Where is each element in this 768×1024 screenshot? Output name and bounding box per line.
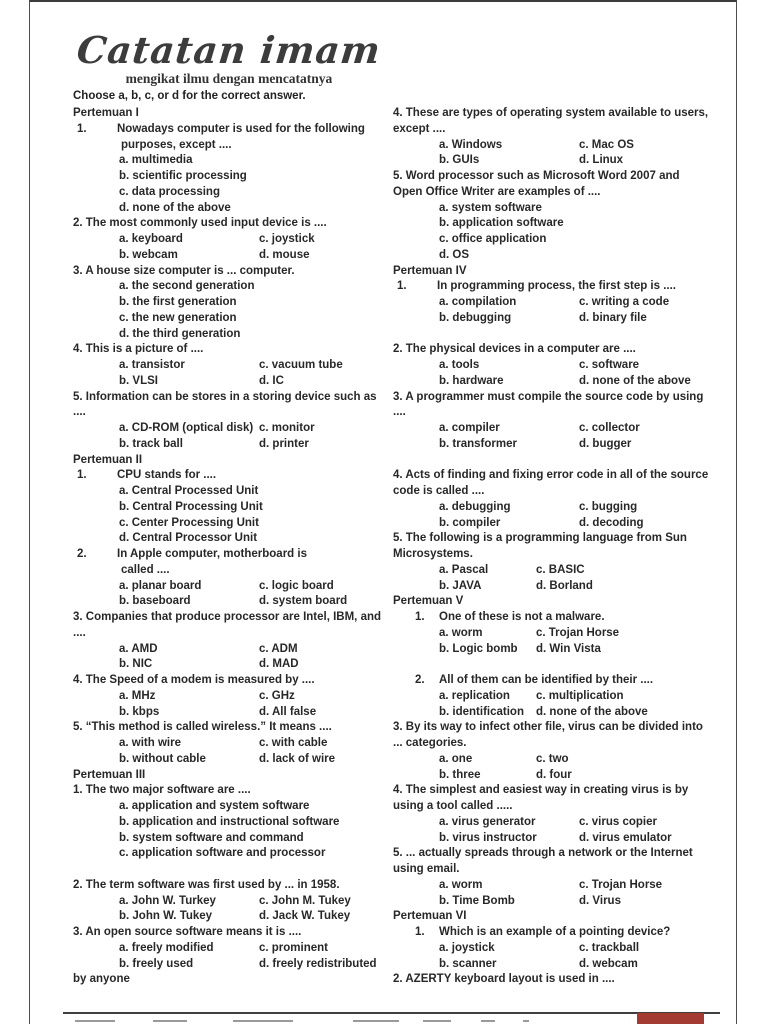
option-row [393,957,713,973]
option: d. none of the above [119,201,231,214]
question-first-line [73,547,393,563]
option: c. monitor [259,422,315,434]
option: d. webcam [579,957,638,970]
option-row [393,768,713,784]
question-text: Which is an example of a pointing device? [439,926,671,938]
option: b. three [439,768,481,781]
option: a. application and system software [119,800,310,812]
option: b. Logic bomb [439,642,518,655]
question [393,925,713,972]
option: b. scientific processing [119,170,247,182]
footer-clipped-text-fragment [153,1020,187,1022]
question-number: 1. [415,611,425,623]
option: b. NIC [119,658,153,671]
option-row [393,500,713,516]
section-heading: Pertemuan IV [393,264,467,277]
option-row [393,437,713,453]
question [73,673,393,720]
question-line: 2. The term software was first used by ... in 1958. [73,878,340,891]
option: a. CD-ROM (optical disk) [119,422,254,434]
blank-line [393,327,713,343]
option: b. compiler [439,516,501,529]
question-line: using a tool called ..... [393,800,513,812]
option: c. vacuum tube [259,359,343,371]
option: d. IC [259,374,284,387]
option-row [393,941,713,957]
question-line: 3. By its way to infect other file, virus can be divided into [393,721,703,734]
section-heading: Pertemuan III [73,768,146,781]
option: a. transistor [119,359,185,371]
option-row [73,248,393,264]
option: d. Jack W. Tukey [259,910,351,923]
option: b. without cable [119,752,206,765]
question-line: 3. A house size computer is ... computer. [73,264,295,277]
question-columns [73,106,713,988]
option: c. office application [439,233,547,245]
option: a. with wire [119,737,181,749]
question-number: 1. [415,926,425,938]
option: a. worm [439,878,483,891]
option: c. data processing [119,185,220,198]
option: b. kbps [119,705,160,718]
option: c. Trojan Horse [579,878,663,891]
option-row [393,153,713,169]
question-first-line [73,468,393,484]
option: a. Pascal [439,563,489,576]
option-row [393,689,713,705]
option: a. Central Processed Unit [119,485,259,497]
option: c. Mac OS [579,138,634,151]
option: d. OS [439,248,470,261]
option: c. GHz [259,689,295,702]
question-first-line [73,122,393,138]
option: c. Center Processing Unit [119,516,259,529]
question [393,279,713,326]
option: b. identification [439,705,524,718]
question-line: 5. “This method is called wireless.” It means .... [73,721,332,734]
option: a. MHz [119,689,156,702]
option-row [393,311,713,327]
option: d. MAD [259,658,299,671]
option-row [393,421,713,437]
option: c. with cable [259,737,328,749]
question [73,122,393,217]
option: c. bugging [579,500,638,513]
option-row [73,437,393,453]
question-line: 4. Acts of finding and fixing error code in all of the source [393,469,709,482]
option-row [393,894,713,910]
blank-line [73,862,393,878]
option: b. JAVA [439,579,482,592]
option: c. multiplication [536,689,624,702]
option: c. the new generation [119,311,237,324]
question [73,610,393,673]
option: d. printer [259,437,309,450]
question-number: 1. [77,122,87,135]
question-text: One of these is not a malware. [439,611,605,623]
option: c. application software and processor [119,847,326,860]
option-row [73,579,393,595]
question [393,783,713,846]
question-line: 2. The most commonly used input device is .... [73,217,327,230]
question [73,342,393,389]
option: b. Time Bomb [439,894,515,907]
option-row [393,563,713,579]
option: d. system board [259,595,348,608]
question-line: Microsystems. [393,548,473,560]
question-line: 5. Word processor such as Microsoft Word 2007 and [393,170,680,182]
option-row [73,736,393,752]
option: b. track ball [119,437,183,450]
question [393,972,713,988]
question [73,878,393,925]
option-row [73,957,393,973]
option: c. collector [579,422,640,434]
question-text: CPU stands for .... [117,469,217,482]
question-line: 2. AZERTY keyboard layout is used in .... [393,973,615,986]
option: d. four [536,768,572,781]
option: a. compiler [439,422,500,434]
option: a. Windows [439,138,503,151]
question [73,925,393,988]
question-line: code is called .... [393,485,485,497]
question-line: 4. These are types of operating system available to users, [393,107,709,119]
question-text: In Apple computer, motherboard is [117,548,307,560]
option: c. writing a code [579,296,670,308]
question [393,390,713,453]
option: a. the second generation [119,280,255,293]
option: a. AMD [119,642,158,655]
option: c. trackball [579,941,640,954]
section-heading: Pertemuan V [393,595,464,608]
logo-tagline: mengikat ilmu dengan mencatatnya [125,71,333,86]
option: c. virus copier [579,815,657,828]
footer-clipped-text-fragment [75,1020,115,1022]
option: d. Borland [536,579,593,592]
option: b. transformer [439,437,517,450]
option: b. VLSI [119,374,158,387]
option: a. debugging [439,500,511,513]
question-number: 2. [415,674,425,686]
question-line: 3. An open source software means it is .... [73,926,302,938]
document-page [29,0,737,1024]
option: b. hardware [439,374,504,387]
question-line: 4. The simplest and easiest way in creating virus is by [393,784,689,797]
question-line: .... [73,626,86,639]
question-first-line [393,673,713,689]
option-row [393,705,713,721]
option-row [393,626,713,642]
question-text: Nowadays computer is used for the following [117,122,365,135]
option: b. scanner [439,957,497,970]
question-first-line [393,279,713,295]
footer-rule [63,1012,720,1014]
option: d. decoding [579,516,644,529]
option-row [73,374,393,390]
question-first-line [393,610,713,626]
option: a. tools [439,359,480,371]
question-number: 1. [397,280,407,293]
question [393,846,713,909]
option: a. joystick [439,941,495,954]
question-line: 3. Companies that produce processor are Intel, IBM, and [73,611,382,623]
option: b. virus instructor [439,831,537,844]
blank-line [393,657,713,673]
question [393,531,713,594]
option: b. debugging [439,311,512,324]
option: b. application software [439,217,564,230]
option: c. Trojan Horse [536,626,620,639]
logo-title: Catatan imam [74,28,384,72]
option: a. system software [439,201,542,214]
option-row [393,815,713,831]
option: d. none of the above [579,374,691,387]
option: d. Central Processor Unit [119,532,258,545]
option: b. John W. Tukey [119,910,213,923]
question-line: using email. [393,863,460,875]
instruction-text: Choose a, b, c, or d for the correct answer. [73,90,306,102]
option-row [393,295,713,311]
footer-clipped-text-fragment [233,1020,293,1022]
option-row [393,579,713,595]
question [393,720,713,783]
option: a. planar board [119,579,202,592]
question-line: 4. This is a picture of .... [73,343,204,356]
question-column-left [73,106,393,988]
question-line: 4. The Speed of a modem is measured by .... [73,674,315,686]
option-row [393,878,713,894]
question-line: 5. The following is a programming language from Sun [393,532,687,545]
option-row [73,421,393,437]
option: d. the third generation [119,327,241,340]
option: b. freely used [119,957,194,970]
option: a. keyboard [119,233,183,245]
option: d. freely redistributed [259,957,377,970]
option: c. logic board [259,579,334,592]
option: b. baseboard [119,595,191,608]
footer-red-box [637,1013,704,1024]
question-line: .... [393,406,406,419]
option: d. binary file [579,311,647,324]
option: d. Win Vista [536,642,601,655]
question [393,673,713,720]
option: d. virus emulator [579,831,672,844]
option-row [73,705,393,721]
section-heading: Pertemuan VI [393,910,467,923]
option: d. lack of wire [259,752,336,765]
question-line: purposes, except .... [121,138,232,151]
section-heading: Pertemuan II [73,453,143,466]
option: a. virus generator [439,815,536,828]
question [393,610,713,657]
footer-clipped-text [75,1020,635,1024]
question [73,468,393,547]
option-row [73,594,393,610]
question-line: .... [73,406,86,419]
footer-clipped-text-fragment [423,1020,451,1022]
question [393,342,713,389]
footer-clipped-text-fragment [353,1020,399,1022]
option: a. John W. Turkey [119,894,216,907]
question [73,216,393,263]
question-text: In programming process, the first step is .... [437,280,676,293]
question-line: 5. ... actually spreads through a network or the Internet [393,847,693,860]
option: a. compilation [439,296,517,308]
question-tail-line: by anyone [73,973,130,986]
question [73,547,393,610]
question-line: 2. The physical devices in a computer are .... [393,343,636,356]
logo [73,30,385,86]
option: c. joystick [259,233,315,245]
question-number: 2. [77,548,87,560]
option-row [73,657,393,673]
footer-clipped-text-fragment [481,1020,495,1022]
option: c. ADM [259,642,298,655]
option-row [73,232,393,248]
question-number: 1. [77,469,87,482]
question [393,468,713,531]
option-row [73,909,393,925]
option-row [393,374,713,390]
option: d. All false [259,705,317,718]
option: c. John M. Tukey [259,894,351,907]
option: b. application and instructional software [119,815,340,828]
option-row [73,894,393,910]
question [393,169,713,264]
option: c. prominent [259,941,329,954]
question-line: called .... [121,563,170,576]
question [393,106,713,169]
option: d. Virus [579,894,621,907]
option: a. one [439,752,473,765]
option: a. multimedia [119,154,193,167]
blank-line [393,453,713,469]
question [73,264,393,343]
option-row [73,752,393,768]
option-row [393,516,713,532]
section-heading: Pertemuan I [73,107,139,119]
option: d. bugger [579,437,632,450]
option-row [393,752,713,768]
option-row [393,358,713,374]
option: d. none of the above [536,705,648,718]
option: a. replication [439,689,510,702]
option: b. webcam [119,248,178,261]
question-first-line [393,925,713,941]
option-row [73,642,393,658]
question-line: Open Office Writer are examples of .... [393,185,601,198]
option: d. mouse [259,248,310,261]
option: c. BASIC [536,563,585,576]
option: d. Linux [579,154,624,167]
question-line: 3. A programmer must compile the source code by using [393,390,704,403]
option: a. freely modified [119,941,214,954]
option: a. worm [439,626,483,639]
option: b. GUIs [439,154,480,167]
question [73,720,393,767]
option-row [73,689,393,705]
question-line: ... categories. [393,737,467,749]
question [73,783,393,862]
question-column-right [393,106,713,988]
option: b. the first generation [119,296,237,308]
option-row [73,358,393,374]
option: b. Central Processing Unit [119,500,263,513]
option-row [393,642,713,658]
question-line: except .... [393,122,446,135]
option-row [393,831,713,847]
footer-clipped-text-fragment [523,1020,529,1022]
option: c. two [536,752,569,765]
option-row [73,941,393,957]
question [73,390,393,453]
question-line: 5. Information can be stores in a storing device such as [73,390,377,403]
question-text: All of them can be identified by their .... [439,674,654,686]
question-line: 1. The two major software are .... [73,784,251,797]
option-row [393,138,713,154]
option: b. system software and command [119,831,304,844]
option: c. software [579,359,640,371]
